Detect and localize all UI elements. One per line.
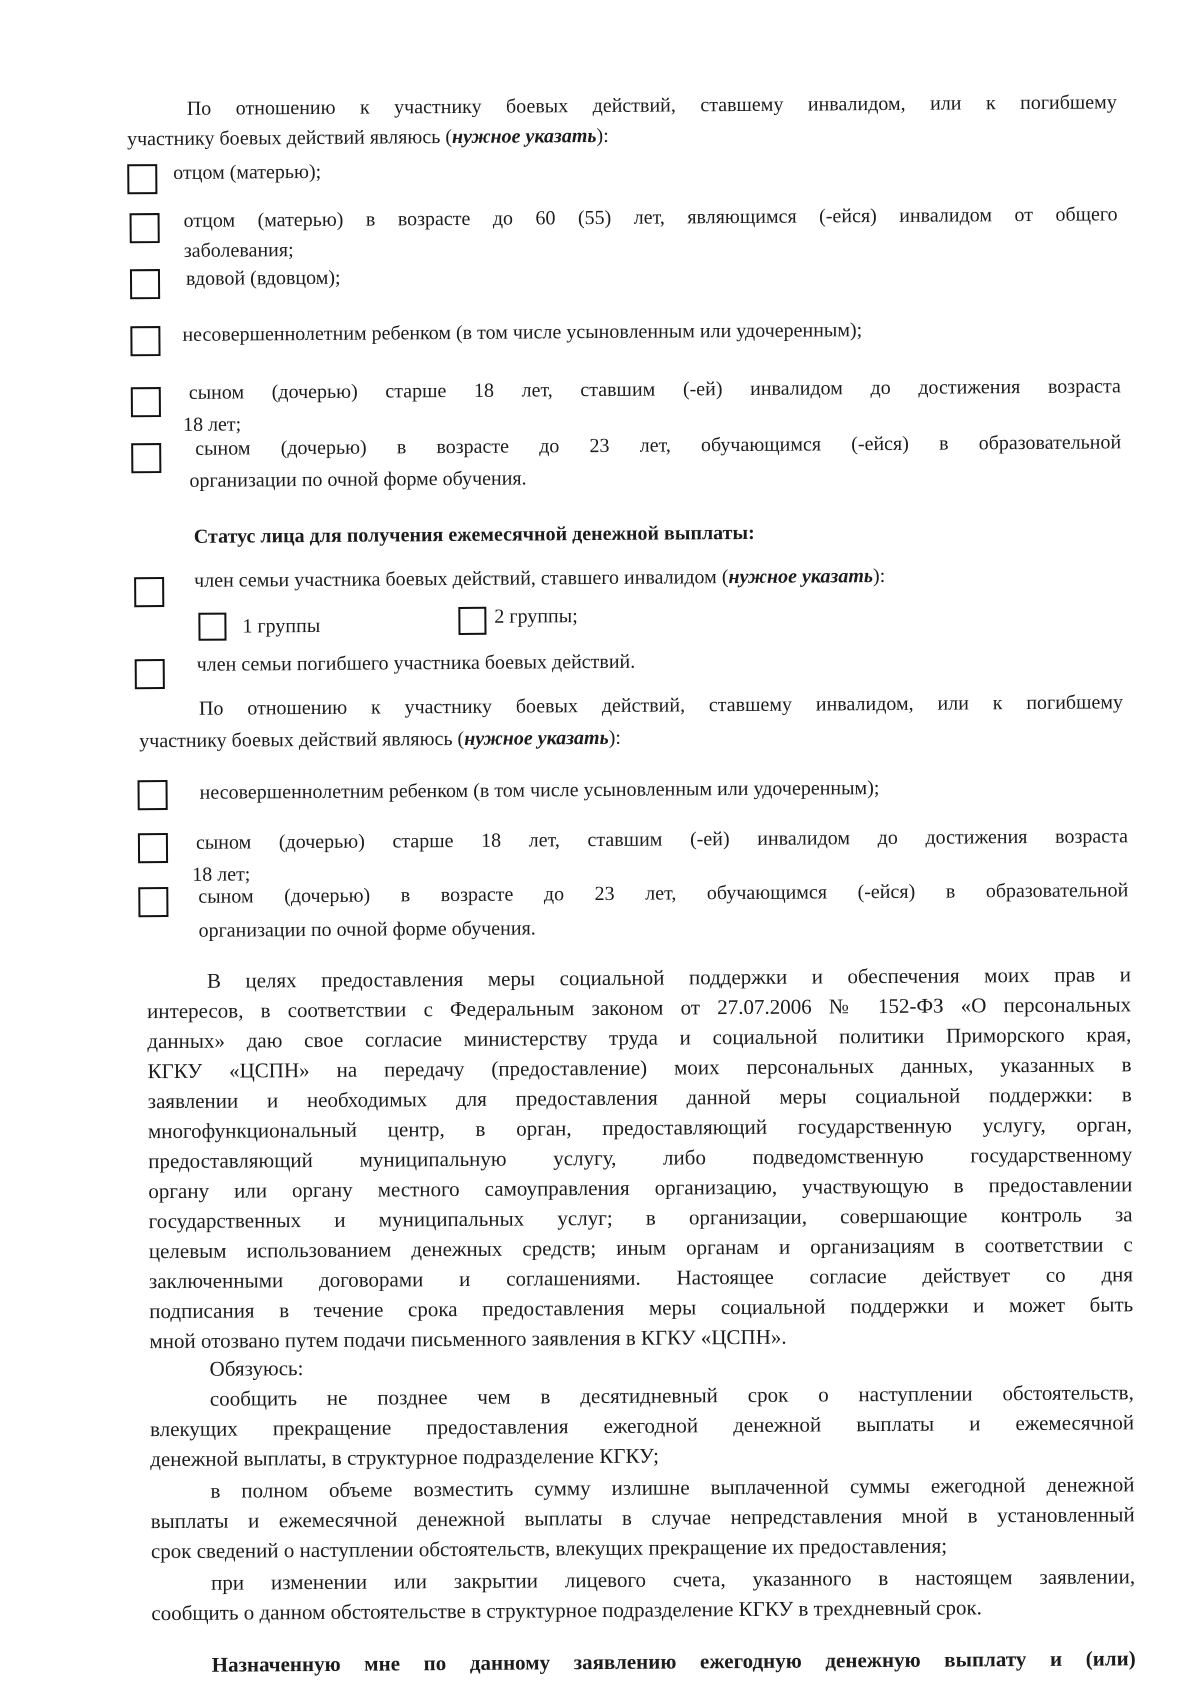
status-heading: Статус лица для получения ежемесячной денежной выплаты: xyxy=(193,521,755,548)
option-student-child-2-line2: организации по очной форме обучения. xyxy=(198,917,536,942)
consent-line-4: КГКУ «ЦСПН» на передачу (предоставление) моих персональных данных, указанных в xyxy=(147,1052,1132,1084)
checkbox-widow[interactable] xyxy=(130,269,160,299)
intro2-line-1: По отношению к участнику боевых действий, ставшему инвалидом, или к погибшему xyxy=(198,691,1124,720)
checkbox-student-child-2[interactable] xyxy=(138,887,168,917)
option-widow: вдовой (вдовцом); xyxy=(185,266,341,290)
obligation-3-line-1: при изменении или закрытии лицевого счета, указанного в настоящем заявлении, xyxy=(211,1564,1136,1595)
consent-line-8: органу или органу местного самоуправления организацию, участвующую в предоставлении xyxy=(148,1172,1133,1204)
label-group-2: 2 группы; xyxy=(494,605,578,628)
checkbox-family-deceased[interactable] xyxy=(135,659,165,689)
consent-line-12: подписания в течение срока предоставления меры социальной поддержки и может быть xyxy=(149,1292,1134,1324)
obligation-2-line-2: выплаты и ежемесячной денежной выплаты в случае непредставления мной в установленный xyxy=(150,1502,1135,1534)
option-family-disabled: член семьи участника боевых действий, ставшего инвалидом (нужное указать): xyxy=(194,565,886,592)
option-father-mother-disabled-line1: отцом (матерью) в возрасте до 60 (55) лет, являющимся (-ейся) инвалидом от общего xyxy=(183,203,1118,232)
obligation-1-line-1: сообщить не позднее чем в десятидневный срок о наступлении обстоятельств, xyxy=(209,1380,1134,1411)
option-father-mother: отцом (матерью); xyxy=(173,160,322,184)
option-student-child-line1: сыном (дочерью) в возрасте до 23 лет, обучающимся (-ейся) в образовательной xyxy=(195,431,1122,460)
intro-line-2: участнику боевых действий являюсь (нужное указать): xyxy=(126,124,609,151)
checkbox-family-disabled[interactable] xyxy=(134,577,164,607)
consent-line-11: заключенными договорами и соглашениями. Настоящее согласие действует со дня xyxy=(148,1262,1134,1294)
consent-line-7: предоставляющий муниципальную услугу, либо подведомственную государственному xyxy=(148,1142,1133,1174)
obligation-1-line-3: денежной выплаты, в структурное подразделение КГКУ; xyxy=(150,1443,660,1472)
consent-line-6: многофункциональный центр, в орган, предоставляющий государственную услугу, орган, xyxy=(147,1112,1133,1144)
checkbox-group-2[interactable] xyxy=(458,607,486,635)
option-adult-child-disabled-line1: сыном (дочерью) старше 18 лет, ставшим (-ей) инвалидом до достижения возраста xyxy=(188,375,1121,404)
obligation-2-line-1: в полном объеме возместить сумму излишне выплаченной суммы ежегодной денежной xyxy=(210,1472,1135,1503)
checkbox-group-1[interactable] xyxy=(198,613,226,641)
checkbox-adult-child-disabled[interactable] xyxy=(131,387,161,417)
option-adult-child-disabled-2-line1: сыном (дочерью) старше 18 лет, ставшим (-ей) инвалидом до достижения возраста xyxy=(195,825,1129,854)
option-father-mother-disabled-line2: заболевания; xyxy=(183,239,294,262)
checkbox-minor-child-2[interactable] xyxy=(138,780,168,810)
option-student-child-2-line1: сыном (дочерью) в возрасте до 23 лет, обучающимся (-ейся) в образовательной xyxy=(198,879,1129,908)
option-minor-child-2: несовершеннолетним ребенком (в том числе усыновленным или удочеренным); xyxy=(199,777,880,804)
consent-line-9: государственных и муниципальных услуг; в организации, совершающие контроль за xyxy=(148,1202,1133,1234)
consent-line-1: В целях предоставления меры социальной поддержки и обеспечения моих прав и xyxy=(206,962,1131,993)
intro2-line-2: участнику боевых действий являюсь (нужное указать): xyxy=(139,726,622,753)
obligation-1-line-2: влекущих прекращение предоставления ежегодной денежной выплаты и ежемесячной xyxy=(149,1410,1135,1442)
consent-line-3: данных» даю свое согласие министерству труда и социальной политики Приморского края, xyxy=(147,1022,1132,1054)
option-adult-child-disabled-2-line2: 18 лет; xyxy=(192,863,251,886)
consent-line-10: целевым использованием денежных средств; иным органам и организациям в соответствии с xyxy=(148,1232,1133,1264)
consent-line-2: интересов, в соответствии с Федеральным законом от 27.07.2006 № 152-ФЗ «О персональных xyxy=(147,992,1132,1024)
option-family-deceased: член семьи погибшего участника боевых действий. xyxy=(196,650,636,676)
consent-line-5: заявлении и необходимых для предоставления данной меры социальной поддержки: в xyxy=(147,1082,1132,1114)
checkbox-adult-child-disabled-2[interactable] xyxy=(138,833,168,863)
checkbox-minor-child[interactable] xyxy=(130,326,160,356)
checkbox-student-child[interactable] xyxy=(131,443,161,473)
option-minor-child: несовершеннолетним ребенком (в том числе усыновленным или удочеренным); xyxy=(182,319,863,346)
obligations-heading: Обязуюсь: xyxy=(209,1356,304,1381)
consent-line-13: мной отозвано путем подачи письменного заявления в КГКУ «ЦСПН». xyxy=(149,1324,787,1354)
final-line: Назначенную мне по данному заявлению ежегодную денежную выплату и (или) xyxy=(211,1646,1136,1677)
obligation-2-line-3: срок сведений о наступлении обстоятельств, влекущих прекращение их предоставления; xyxy=(150,1533,948,1564)
option-student-child-line2: организации по очной форме обучения. xyxy=(189,467,527,492)
option-adult-child-disabled-line2: 18 лет; xyxy=(182,413,242,436)
label-group-1: 1 группы xyxy=(242,614,321,638)
obligation-3-line-2: сообщить о данном обстоятельстве в структурное подразделение КГКУ в трехдневный срок. xyxy=(151,1595,982,1626)
checkbox-father-mother[interactable] xyxy=(127,164,157,194)
intro-line-1: По отношению к участнику боевых действий, ставшему инвалидом, или к погибшему xyxy=(186,91,1117,120)
checkbox-father-mother-disabled[interactable] xyxy=(130,213,160,243)
